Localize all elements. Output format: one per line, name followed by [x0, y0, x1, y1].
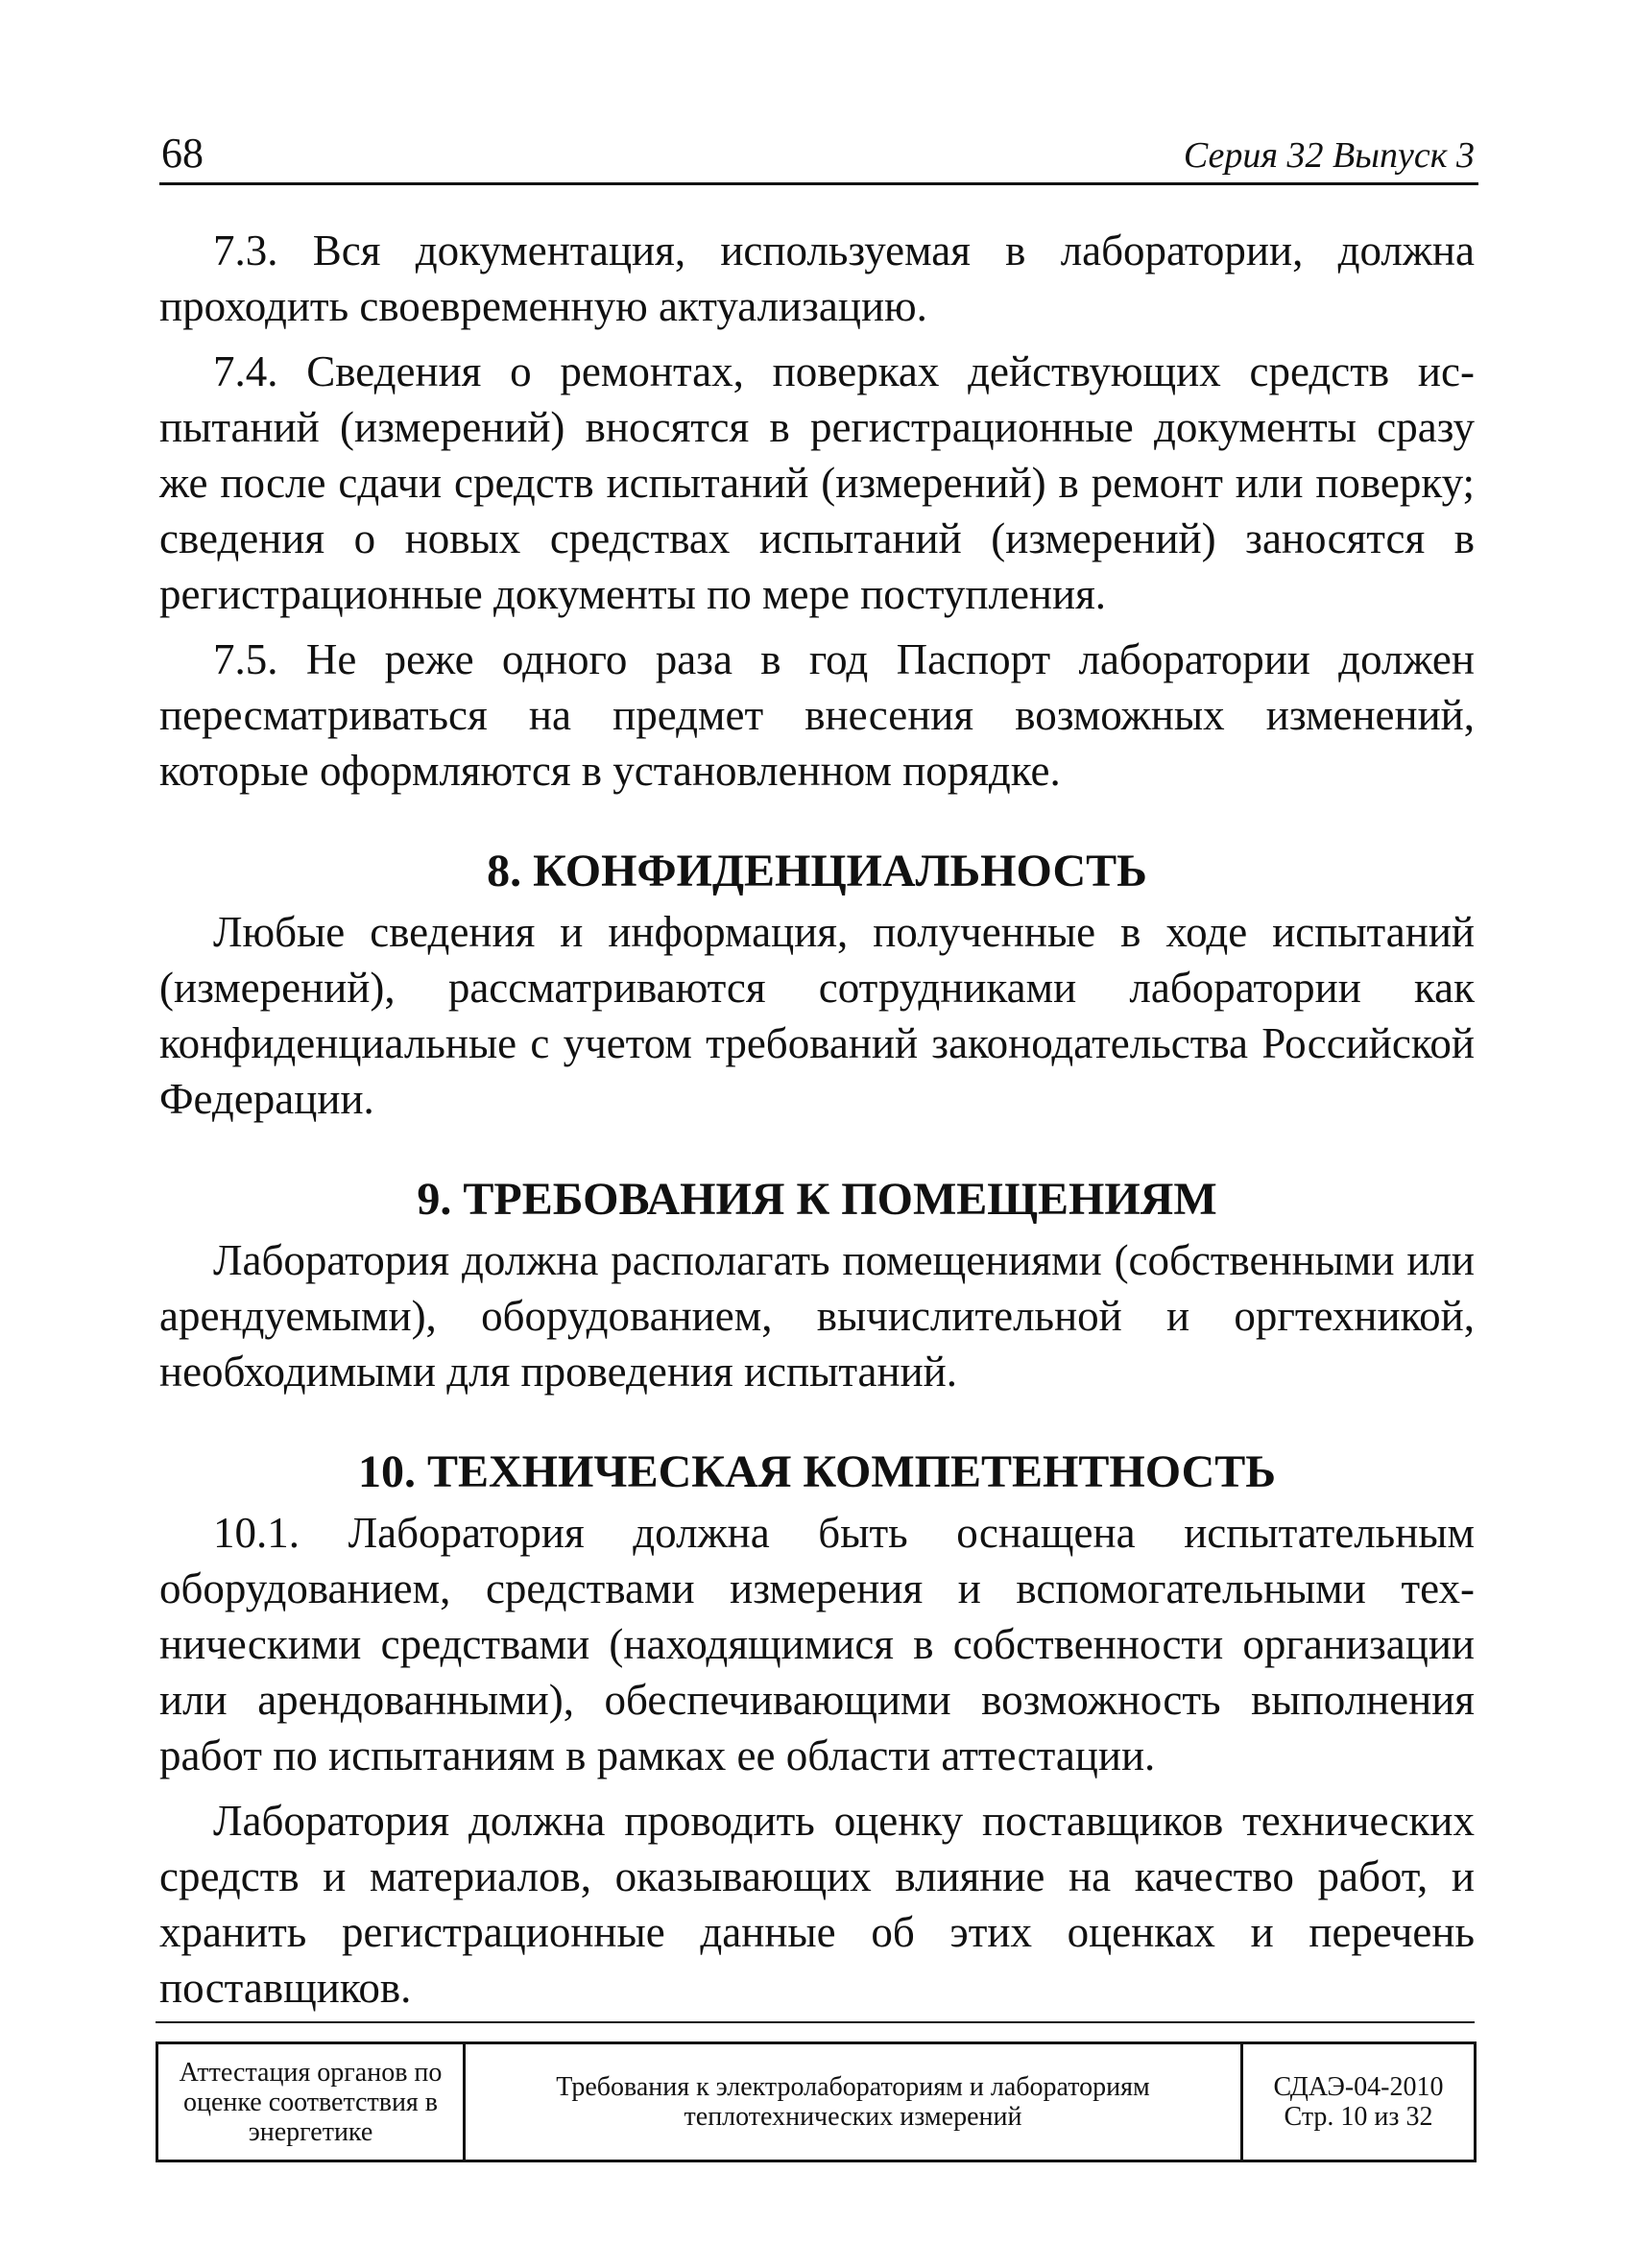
page-header [159, 123, 1478, 185]
page-number: 68 [161, 130, 204, 177]
paragraph-8: Любые сведения и информация, полученные в ходе испытаний (измерений), рассматриваются сотрудниками лаборатории как конфиденциальные с учетом требований законодательства Российской Федерации. [159, 908, 1475, 1123]
paragraph-10-1: 10.1. Лаборатория должна быть оснащена испытательным оборудованием, средствами измерения и вспомогательными техническими средствами (находящимися в собственности организации или арендованными), обеспечивающими возможность выполнения работ по испытаниям в рамках ее области аттестации. [159, 1509, 1475, 1779]
footer-page-reference: Стр. 10 из 32 [1284, 2102, 1433, 2132]
footer-organization: Аттестация органов по оценке соответствия в энергетике [158, 2044, 466, 2160]
section-heading-10: 10. ТЕХНИЧЕСКАЯ КОМПЕТЕНТНОСТЬ [357, 1446, 1277, 1497]
paragraph-7-3: 7.3. Вся документация, используемая в лаборатории, должна проходить своевременную актуализацию. [159, 227, 1475, 330]
section-heading-9: 9. ТРЕБОВАНИЯ К ПОМЕЩЕНИЯМ [417, 1174, 1217, 1225]
paragraph-7-4: 7.4. Сведения о ремонтах, поверках действующих средств испытаний (измерений) вносятся в регистрационные документы сразу же после сдачи средств испытаний (измерений) в ремонт или поверку; сведения о новых средствах испытаний (измерений) заносятся в регистрационные документы по мере поступления. [159, 347, 1475, 618]
paragraph-9: Лаборатория должна располагать помещениями (собственными или арендуемыми), оборудованием, вычислительной и оргтехникой, необходимыми для проведения испытаний. [159, 1236, 1475, 1396]
footer-document-info [1243, 2044, 1474, 2160]
page-body [159, 223, 1475, 2025]
series-title: Серия 32 Выпуск 3 [1183, 135, 1475, 176]
footer-document-code: СДАЭ-04-2010 [1273, 2072, 1444, 2102]
footer-table [156, 2041, 1477, 2162]
section-heading-8: 8. КОНФИДЕНЦИАЛЬНОСТЬ [487, 846, 1147, 896]
footer-divider [156, 2021, 1475, 2023]
paragraph-7-5: 7.5. Не реже одного раза в год Паспорт лаборатории должен пересматриваться на предмет внесения возможных изменений, которые оформляются в установленном порядке. [159, 635, 1475, 795]
footer-document-title: Требования к электролабораториям и лабораториям теплотехнических измерений [466, 2044, 1243, 2160]
paragraph-10-2: Лаборатория должна проводить оценку поставщиков технических средств и материалов, оказывающих влияние на качество работ, и хранить регистрационные данные об этих оценках и перечень поставщиков. [159, 1797, 1475, 2012]
